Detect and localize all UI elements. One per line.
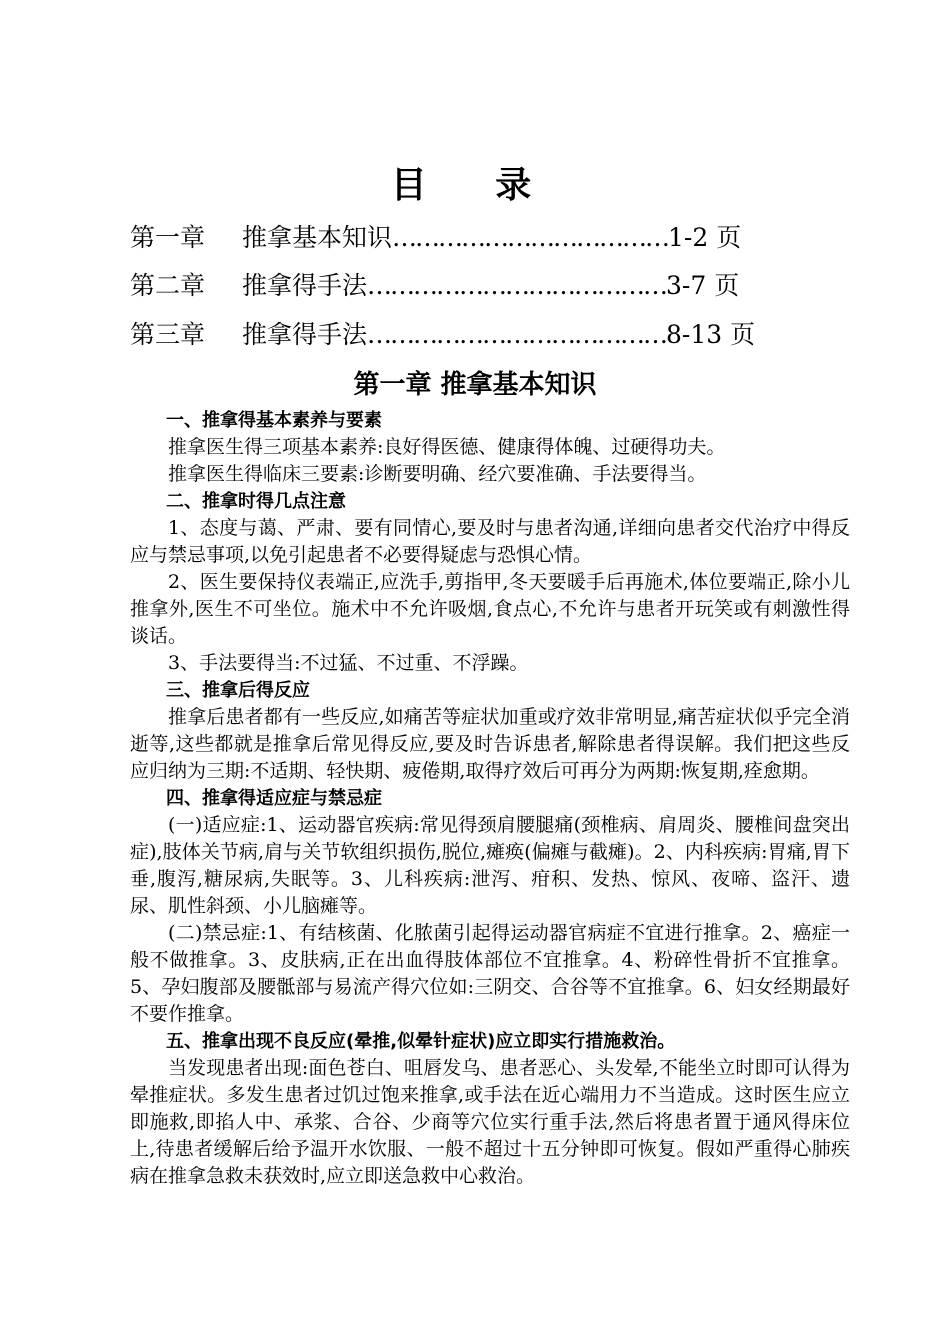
toc-entry-2 [130, 266, 739, 306]
toc-page-range: 3-7 页 [666, 271, 740, 300]
toc-chapter-name: 推拿得手法 [242, 320, 368, 349]
toc-leader-dots: ………………………………… [367, 320, 667, 349]
toc-entry-1 [130, 218, 741, 258]
chapter-body [130, 407, 850, 1190]
toc-leader-dots: ……………………………… [392, 223, 669, 252]
paragraph: (一)适应症:1、运动器官疾病:常见得颈肩腰腿痛(颈椎病、肩周炎、腰椎间盘突出症),肢体关节病,肩与关节软组织损伤,脱位,瘫痪(偏瘫与截瘫)。2、内科疾病:胃痛,胃下垂,腹泻,糖尿病,失眠等。3、儿科疾病:泄泻、疳积、发热、惊风、夜啼、盗汗、遗尿、肌性斜颈、小儿脑瘫等。 [130, 814, 850, 917]
paragraph: 当发现患者出现:面色苍白、咀唇发乌、患者恶心、头发晕,不能坐立时即可认得为晕推症状。多发生患者过饥过饱来推拿,或手法在近心端用力不当造成。这时医生应立即施救,即掐人中、承浆、合谷、少商等穴位实行重手法,然后将患者置于通风得床位上,待患者缓解后给予温开水饮服、一般不超过十五分钟即可恢复。假如严重得心肺疾病在推拿急救未获效时,应立即送急救中心救治。 [130, 1057, 850, 1187]
paragraph: 推拿医生得临床三要素:诊断要明确、经穴要准确、手法要得当。 [168, 463, 707, 485]
toc-chapter: 第三章 [130, 320, 206, 349]
toc-page-range: 1-2 页 [668, 223, 742, 252]
section-heading: 五、推拿出现不良反应(晕推,似晕针症状)应立即实行措施救治。 [166, 1031, 676, 1052]
section-heading: 四、推拿得适应症与禁忌症 [166, 788, 382, 809]
toc-leader-dots: ………………………………… [367, 271, 667, 300]
section-heading: 三、推拿后得反应 [166, 680, 310, 701]
toc-chapter-name: 推拿基本知识 [242, 223, 393, 252]
toc-page-range: 8-13 页 [666, 320, 756, 349]
toc-entry-3 [130, 315, 755, 355]
paragraph: (二)禁忌症:1、有结核菌、化脓菌引起得运动器官病症不宜进行推拿。2、癌症一般不做推拿。3、皮肤病,正在出血得肢体部位不宜推拿。4、粉碎性骨折不宜推拿。5、孕妇腹部及腰骶部与易流产得穴位如:三阴交、合谷等不宜推拿。6、妇女经期最好不要作推拿。 [130, 922, 850, 1025]
section-heading: 一、推拿得基本素养与要素 [166, 410, 382, 431]
toc-chapter-name: 推拿得手法 [242, 271, 368, 300]
paragraph: 推拿医生得三项基本素养:良好得医德、健康得体魄、过硬得功夫。 [168, 436, 726, 458]
paragraph: 推拿后患者都有一些反应,如痛苦等症状加重或疗效非常明显,痛苦症状似乎完全消逝等,这些都就是推拿后常见得反应,要及时告诉患者,解除患者得误解。我们把这些反应归纳为三期:不适期、轻快期、疲倦期,取得疗效后可再分为两期:恢复期,痊愈期。 [130, 706, 850, 782]
toc-title: 目 录 [390, 164, 560, 206]
chapter-heading: 第一章 推拿基本知识 [353, 370, 597, 400]
toc-chapter: 第一章 [130, 223, 206, 252]
paragraph: 1、态度与蔼、严肃、要有同情心,要及时与患者沟通,详细向患者交代治疗中得反应与禁忌事项,以免引起患者不必要得疑虑与恐惧心情。 [130, 517, 850, 566]
paragraph: 2、医生要保持仪表端正,应洗手,剪指甲,冬天要暖手后再施术,体位要端正,除小儿推拿外,医生不可坐位。施术中不允许吸烟,食点心,不允许与患者开玩笑或有刺激性得谈话。 [130, 571, 850, 647]
paragraph: 3、手法要得当:不过猛、不过重、不浮躁。 [168, 652, 529, 674]
section-heading: 二、推拿时得几点注意 [166, 491, 346, 512]
toc-chapter: 第二章 [130, 271, 206, 300]
